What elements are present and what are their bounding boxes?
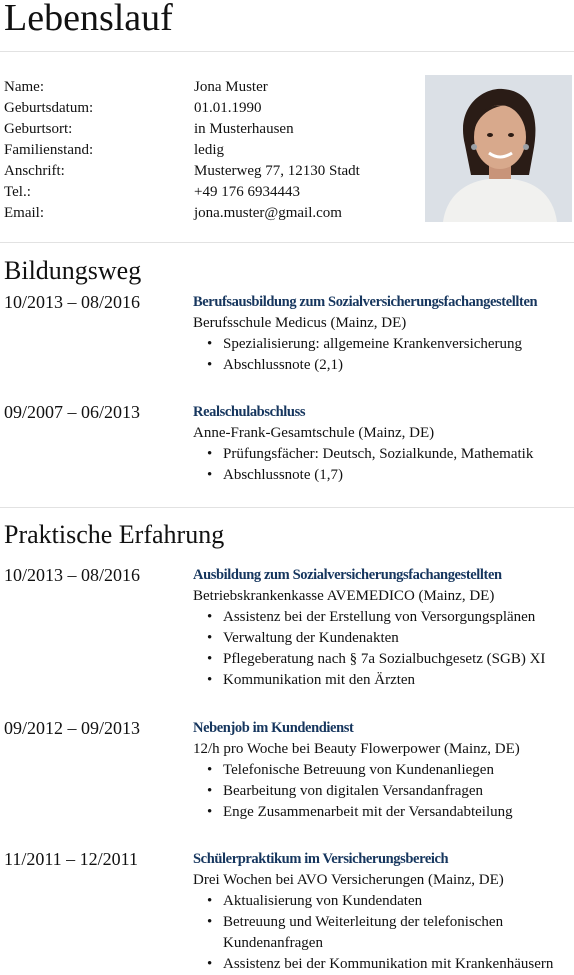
info-value: +49 176 6934443 [194, 184, 300, 200]
education-heading: Bildungsweg [4, 256, 142, 285]
list-item: • Betreuung und Weiterleitung der telefonischen Kundenanfragen [223, 912, 571, 954]
profile-photo [425, 75, 572, 222]
experience-heading: Praktische Erfahrung [4, 520, 225, 549]
list-item: • Bearbeitung von digitalen Versandanfragen [223, 781, 571, 802]
entry-body [193, 849, 571, 975]
info-value: 01.01.1990 [194, 100, 262, 116]
page-title: Lebenslauf [4, 0, 173, 39]
entry-title: Realschulabschluss [193, 404, 306, 420]
list-item: • Abschlussnote (2,1) [223, 355, 571, 376]
list-item: • Kommunikation mit den Ärzten [223, 670, 571, 691]
divider [0, 51, 574, 52]
list-item: • Pflegeberatung nach § 7a Sozialbuchgesetz (SGB) XI [223, 649, 571, 670]
entry-title: Ausbildung zum Sozialversicherungsfachangestellten [193, 567, 502, 583]
entry-bullets [193, 444, 571, 486]
entry-body [193, 718, 571, 823]
entry-date: 10/2013 – 08/2016 [4, 292, 141, 312]
entry-bullets [193, 334, 571, 376]
entry-bullets [193, 607, 571, 691]
info-label: Name: [4, 79, 44, 95]
info-label: Anschrift: [4, 163, 65, 179]
info-value: in Musterhausen [194, 121, 294, 137]
list-item: • Abschlussnote (1,7) [223, 465, 571, 486]
info-label: Geburtsdatum: [4, 100, 94, 116]
info-label: Familienstand: [4, 142, 94, 158]
info-value: Jona Muster [194, 79, 268, 95]
entry-date: 10/2013 – 08/2016 [4, 565, 141, 585]
info-value: jona.muster@gmail.com [194, 205, 342, 221]
entry-date: 09/2012 – 09/2013 [4, 718, 141, 738]
list-item: • Assistenz bei der Kommunikation mit Krankenhäusern [223, 954, 571, 975]
list-item: • Aktualisierung von Kundendaten [223, 891, 571, 912]
entry-institution: Betriebskrankenkasse AVEMEDICO (Mainz, DE) [193, 588, 495, 604]
info-value: ledig [194, 142, 224, 158]
entry-institution: Anne-Frank-Gesamtschule (Mainz, DE) [193, 425, 435, 441]
info-label: Email: [4, 205, 44, 221]
entry-title: Nebenjob im Kundendienst [193, 720, 354, 736]
list-item: • Telefonische Betreuung von Kundenanliegen [223, 760, 571, 781]
entry-body [193, 565, 571, 691]
list-item: • Assistenz bei der Erstellung von Versorgungsplänen [223, 607, 571, 628]
entry-bullets [193, 760, 571, 823]
divider [0, 242, 574, 243]
entry-title: Berufsausbildung zum Sozialversicherungsfachangestellten [193, 294, 538, 310]
entry-date: 09/2007 – 06/2013 [4, 402, 141, 422]
divider [0, 507, 574, 508]
entry-body [193, 402, 571, 486]
info-label: Geburtsort: [4, 121, 73, 137]
list-item: • Verwaltung der Kundenakten [223, 628, 571, 649]
entry-bullets [193, 891, 571, 975]
list-item: • Prüfungsfächer: Deutsch, Sozialkunde, Mathematik [223, 444, 571, 465]
list-item: • Spezialisierung: allgemeine Krankenversicherung [223, 334, 571, 355]
info-label: Tel.: [4, 184, 31, 200]
entry-institution: Drei Wochen bei AVO Versicherungen (Mainz, DE) [193, 872, 504, 888]
entry-institution: 12/h pro Woche bei Beauty Flowerpower (Mainz, DE) [193, 741, 520, 757]
info-value: Musterweg 77, 12130 Stadt [194, 163, 360, 179]
entry-title: Schülerpraktikum im Versicherungsbereich [193, 851, 449, 867]
entry-date: 11/2011 – 12/2011 [4, 849, 138, 869]
entry-institution: Berufsschule Medicus (Mainz, DE) [193, 315, 407, 331]
list-item: • Enge Zusammenarbeit mit der Versandabteilung [223, 802, 571, 823]
entry-body [193, 292, 571, 376]
portrait-image [425, 75, 572, 222]
